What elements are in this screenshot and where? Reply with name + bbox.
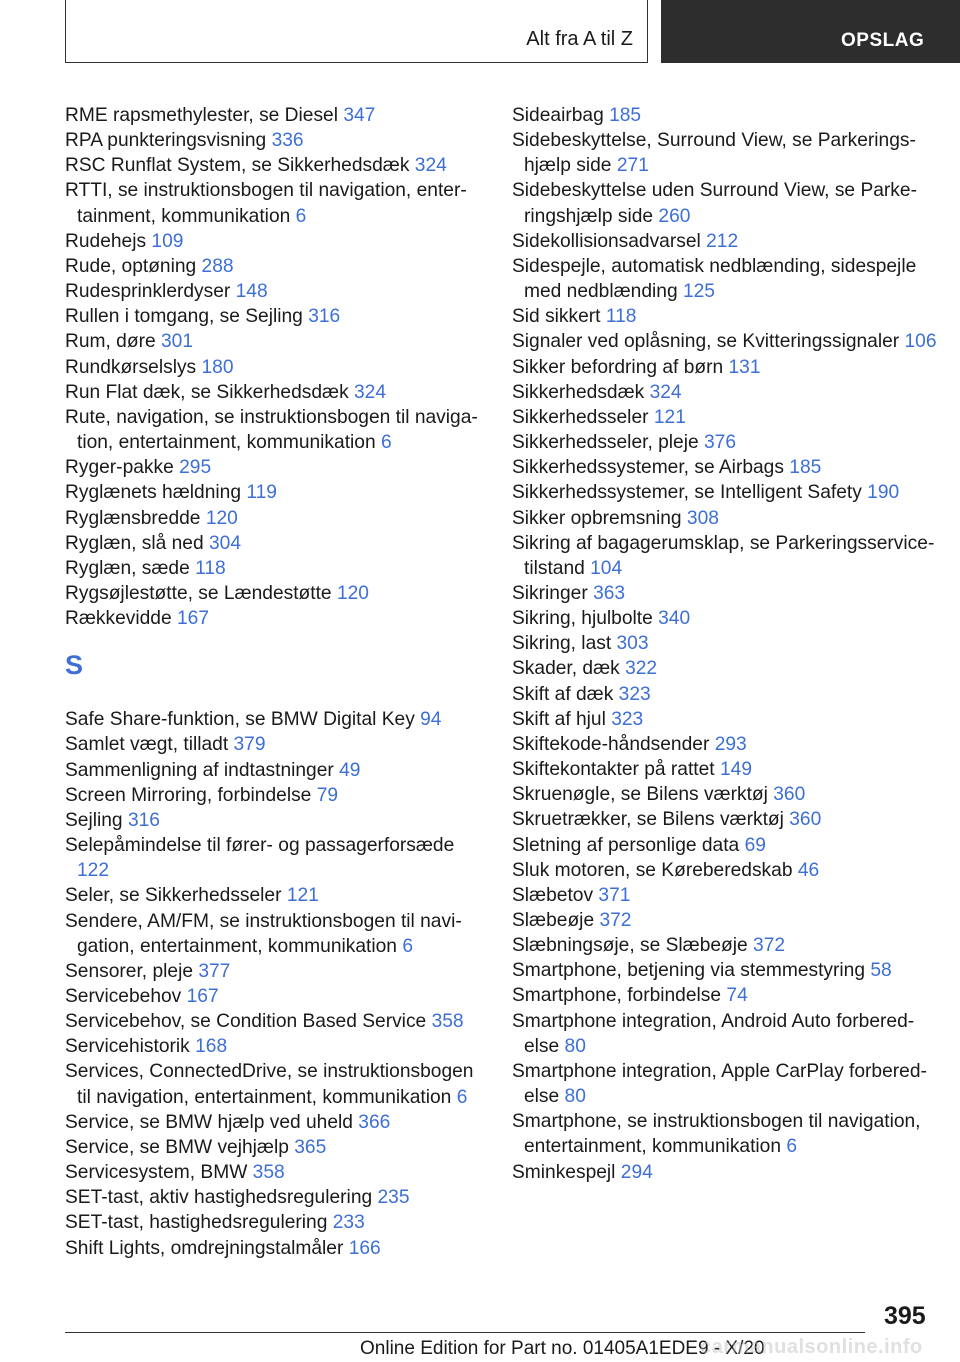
index-entry-text: Sikkerhedssystemer, se Airbags [512,457,784,479]
index-page-link[interactable]: 6 [380,432,392,454]
index-page-link[interactable]: 358 [252,1162,285,1184]
index-page-link[interactable]: 106 [904,331,937,353]
index-entry-text: RTTI, se instruktionsbogen til navigation, entertainment, kommunikation [65,180,467,227]
index-page-link[interactable]: 118 [605,306,637,328]
index-entry [512,103,937,128]
index-page-link[interactable]: 6 [295,205,307,227]
index-page-link[interactable]: 360 [773,784,806,806]
index-entry-text: RPA punkteringsvisning [65,130,267,152]
index-entry-text: Seler, se Sikkerhedsseler [65,885,282,907]
index-page-link[interactable]: 322 [625,658,658,680]
index-entry-text: Skift af dæk [512,683,614,705]
index-entry-text: Sidekollisionsadvarsel [512,230,701,252]
index-entry [512,1059,937,1109]
index-entry-text: Smartphone integration, Android Auto forberedelse [512,1010,915,1057]
index-page-link[interactable]: 288 [201,255,234,277]
index-page-link[interactable]: 185 [789,457,822,479]
index-entry-text: Skiftekode-håndsender [512,733,710,755]
index-entry-text: Shift Lights, omdrejningstalmåler [65,1237,344,1259]
index-page-link[interactable]: 120 [205,507,238,529]
index-entry [512,531,937,581]
index-page-link[interactable]: 324 [649,381,682,403]
index-page-link[interactable]: 80 [564,1086,586,1108]
index-entry [65,1210,485,1235]
index-entry [65,480,485,505]
index-page-link[interactable]: 377 [198,960,231,982]
header-tab-label: OPSLAG [841,30,925,51]
index-entry-text: Sidebeskyttelse uden Surround View, se Parkeringshjælp side [512,180,917,227]
index-page-link[interactable]: 376 [704,432,737,454]
index-page-link[interactable]: 121 [286,885,319,907]
index-entry-text: Sikring, hjulbolte [512,608,653,630]
index-entry-text: Sikkerhedsseler, pleje [512,432,699,454]
index-entry-text: Ryglæn, sæde [65,557,190,579]
index-entry [65,153,485,178]
index-entry [65,103,485,128]
index-page-link[interactable]: 6 [456,1086,468,1108]
index-page-link[interactable]: 58 [870,960,892,982]
index-entry [512,229,937,254]
index-list-s [65,707,485,1260]
index-page-link[interactable]: 360 [789,809,822,831]
index-page-link[interactable]: 372 [753,935,786,957]
index-entry-text: Sammenligning af indtastninger [65,759,334,781]
index-page-link[interactable]: 365 [294,1136,327,1158]
index-entry [512,858,937,883]
index-page-link[interactable]: 149 [719,759,752,781]
index-page-link[interactable]: 125 [682,281,715,303]
header-tab [661,0,960,63]
index-entry-text: Smartphone, forbindelse [512,985,722,1007]
index-entry-text: Selepåmindelse til fører- og passagerforsæde [65,835,455,857]
index-entry-text: Servicesystem, BMW [65,1162,248,1184]
index-entry [65,606,485,631]
index-page-link[interactable]: 119 [246,482,277,504]
index-entry [512,1009,937,1059]
index-entry [65,1160,485,1185]
index-entry [65,1110,485,1135]
index-entry-text: Service, se BMW hjælp ved uheld [65,1111,353,1133]
index-entry-text: Sikring, last [512,633,612,655]
index-entry-text: Rækkevidde [65,608,172,630]
index-entry-text: Slæbetov [512,884,594,906]
index-entry [512,757,937,782]
index-page-link[interactable]: 109 [151,230,184,252]
index-entry-text: Servicebehov, se Condition Based Service [65,1011,427,1033]
index-page-link[interactable]: 212 [706,230,739,252]
index-entry [65,959,485,984]
index-entry-text: Skiftekontakter på rattet [512,759,715,781]
index-entry [512,958,937,983]
index-page-link[interactable]: 148 [235,281,268,303]
index-page-link[interactable]: 304 [209,532,242,554]
index-page-link[interactable]: 104 [590,557,623,579]
index-page-link[interactable]: 323 [611,708,644,730]
index-page-link[interactable]: 295 [179,457,212,479]
index-entry [65,1034,485,1059]
index-entry-text: Sendere, AM/FM, se instruktionsbogen til navigation, entertainment, kommunikation [65,910,462,957]
index-entry-text: Sikker opbremsning [512,507,682,529]
index-entry [512,581,937,606]
index-entry [65,128,485,153]
index-page-link[interactable]: 131 [728,356,761,378]
index-entry [65,783,485,808]
index-entry [65,909,485,959]
index-entry [512,455,937,480]
index-entry [65,984,485,1009]
index-entry [65,556,485,581]
index-entry-text: Skruetrækker, se Bilens værktøj [512,809,784,831]
index-entry-text: SET-tast, aktiv hastighedsregulering [65,1187,373,1209]
index-page-link[interactable]: 233 [332,1212,365,1234]
index-entry [65,1236,485,1261]
header-title: Alt fra A til Z [526,28,633,50]
index-list-r [65,103,485,631]
header-title-box [65,0,648,63]
index-entry [512,128,937,178]
index-entry-text: Rude, optøning [65,255,197,277]
index-entry-text: Sikker befordring af børn [512,356,724,378]
index-entry [512,983,937,1008]
index-entry [65,229,485,254]
index-entry-text: Sidespejle, automatisk nedblænding, sidespejle med nedblænding [512,255,917,303]
index-page-link[interactable]: 340 [658,608,691,630]
index-entry-text: Sikring af bagagerumsklap, se Parkeringsservicetilstand [512,532,935,579]
index-entry [65,355,485,380]
watermark: carmanualsonline.info [700,1336,923,1358]
index-page-link[interactable]: 308 [686,507,719,529]
index-page-link[interactable]: 6 [786,1136,798,1158]
index-entry-text: Sikkerhedsdæk [512,381,645,403]
index-page-link[interactable]: 166 [348,1237,381,1259]
index-page-link[interactable]: 371 [598,884,631,906]
index-entry-text: Rudesprinklerdyser [65,281,231,303]
index-page-link[interactable]: 260 [658,205,691,227]
index-entry [512,430,937,455]
index-page-link[interactable]: 235 [377,1187,410,1209]
index-page-link[interactable]: 324 [354,381,387,403]
index-entry-text: Sensorer, pleje [65,960,193,982]
index-list-right [512,103,937,1185]
index-entry [512,329,937,354]
index-entry [65,581,485,606]
index-page-link[interactable]: 167 [186,986,219,1007]
index-page-link[interactable]: 363 [593,582,626,604]
index-page-link[interactable]: 121 [653,406,686,428]
index-entry [65,329,485,354]
index-entry [65,254,485,279]
index-page-link[interactable]: 180 [201,356,234,378]
index-entry [512,883,937,908]
index-page-link[interactable]: 167 [177,608,210,630]
index-entry-text: Servicehistorik [65,1036,190,1058]
index-page-link[interactable]: 74 [726,985,748,1007]
index-entry [512,833,937,858]
index-entry-text: Skader, dæk [512,658,620,680]
index-entry-text: Sikkerhedssystemer, se Intelligent Safety [512,482,862,504]
index-page-link[interactable]: 80 [564,1035,586,1057]
index-entry [65,758,485,783]
index-page-link[interactable]: 301 [160,331,193,353]
index-entry-text: Run Flat dæk, se Sikkerhedsdæk [65,381,349,403]
index-page-link[interactable]: 324 [414,155,447,177]
index-entry-text: Servicebehov [65,986,182,1007]
index-page-link[interactable]: 294 [620,1161,653,1183]
index-entry-text: Skift af hjul [512,708,606,730]
index-page-link[interactable]: 293 [714,733,747,755]
index-page-link[interactable]: 94 [420,709,442,731]
index-entry [512,1160,937,1185]
index-entry [512,807,937,832]
index-entry-text: RME rapsmethylester, se Diesel [65,105,338,126]
index-page-link[interactable]: 69 [744,834,766,856]
index-entry [512,682,937,707]
index-page-link[interactable]: 358 [431,1011,464,1033]
index-entry [512,656,937,681]
index-entry [65,279,485,304]
index-entry-text: Slæbeøje [512,910,595,931]
index-entry [512,707,937,732]
index-entry [65,808,485,833]
index-entry-text: RSC Runflat System, se Sikkerhedsdæk [65,155,410,177]
index-entry-text: Ryger-pakke [65,457,174,479]
index-entry-text: Sid sikkert [512,306,601,328]
index-page-link[interactable]: 185 [609,105,642,126]
index-page-link[interactable]: 316 [127,809,160,831]
index-entry-text: Sletning af personlige data [512,834,740,856]
index-page-link[interactable]: 303 [616,633,649,655]
index-entry-text: Rum, døre [65,331,156,353]
index-page-link[interactable]: 79 [316,784,339,806]
index-entry-text: Sikkerhedsseler [512,406,649,428]
index-entry-text: Rute, navigation, se instruktionsbogen til navigation, entertainment, kommunikation [65,406,478,454]
index-entry [512,480,937,505]
index-entry-text: Rullen i tomgang, se Sejling [65,306,303,328]
index-entry-text: Samlet vægt, tilladt [65,734,229,756]
index-entry [512,732,937,757]
index-entry [65,1185,485,1210]
index-entry [512,631,937,656]
index-entry [512,380,937,405]
index-entry [512,933,937,958]
index-entry-text: Rundkørselslys [65,356,197,378]
index-page-link[interactable]: 168 [195,1036,228,1058]
index-page-link[interactable]: 323 [618,683,651,705]
index-entry [65,732,485,757]
index-entry [512,506,937,531]
index-entry [512,606,937,631]
index-entry-text: Signaler ved oplåsning, se Kvitteringssignaler [512,331,900,353]
index-entry-text: Ryglænets hældning [65,482,241,504]
index-entry-text: Services, ConnectedDrive, se instruktionsbogen til navigation, entertainment, kommunikation [65,1061,474,1108]
index-page-link[interactable]: 366 [358,1111,391,1133]
index-entry [65,883,485,908]
index-entry [65,405,485,455]
index-entry-text: Ryglæn, slå ned [65,532,204,554]
footer-edition: Online Edition for Part no. 01405A1EDE9 - X/20 [360,1338,765,1359]
index-column-right [512,103,937,1185]
index-page-link[interactable]: 336 [271,130,304,152]
index-entry-text: Safe Share-funktion, se BMW Digital Key [65,709,415,731]
index-entry-text: Sideairbag [512,105,604,126]
index-page-link[interactable]: 347 [343,105,376,126]
index-entry [512,304,937,329]
index-entry-text: Screen Mirroring, forbindelse [65,784,312,806]
index-entry [65,1059,485,1109]
index-entry-text: Rygsøjlestøtte, se Lændestøtte [65,582,332,604]
index-entry [512,1109,937,1159]
index-entry [65,506,485,531]
index-entry [65,1009,485,1034]
index-entry-text: Smartphone, betjening via stemmestyring [512,960,866,982]
index-entry-text: SET-tast, hastighedsregulering [65,1212,328,1234]
index-entry-text: Slæbningsøje, se Slæbeøje [512,935,748,957]
index-entry-text: Smartphone integration, Apple CarPlay forberedelse [512,1060,927,1108]
index-entry-text: Rudehejs [65,230,147,252]
index-entry [512,254,937,304]
index-entry-text: Sejling [65,809,123,831]
index-entry [512,405,937,430]
index-page-link[interactable]: 271 [616,155,649,177]
index-page-link[interactable]: 316 [308,306,341,328]
index-page-link[interactable]: 379 [233,734,266,756]
page-number: 395 [884,1302,926,1330]
index-entry [65,304,485,329]
index-entry [65,833,485,883]
index-entry-text: Service, se BMW vejhjælp [65,1136,289,1158]
index-entry [512,178,937,228]
index-entry-text: Sidebeskyttelse, Surround View, se Parkeringshjælp side [512,130,916,177]
index-page-link[interactable]: 49 [339,759,361,781]
section-letter-s: S [65,650,84,681]
index-column-left [65,103,485,1261]
footer-divider [65,1332,865,1333]
index-entry [65,1135,485,1160]
index-entry [512,782,937,807]
index-entry [65,531,485,556]
index-page-link[interactable]: 6 [402,935,413,957]
index-page-link[interactable]: 122 [77,860,110,882]
index-entry [512,908,937,933]
index-entry [65,455,485,480]
index-entry-text: Ryglænsbredde [65,507,201,529]
index-entry-text: Skruenøgle, se Bilens værktøj [512,784,768,806]
index-entry-text: Sminkespejl [512,1161,616,1183]
index-entry-text: Sikringer [512,582,588,604]
index-entry [65,707,485,732]
index-page-link[interactable]: 118 [195,557,226,579]
index-entry [65,380,485,405]
index-entry-text: Smartphone, se instruktionsbogen til navigation, entertainment, kommunikation [512,1111,921,1158]
index-page-link[interactable]: 120 [336,582,369,604]
index-page-link[interactable]: 190 [867,482,900,504]
index-entry [65,178,485,228]
index-page-link[interactable]: 372 [599,910,632,931]
index-entry [512,355,937,380]
index-entry-text: Sluk motoren, se Køreberedskab [512,859,793,881]
index-page-link[interactable]: 46 [797,859,820,881]
